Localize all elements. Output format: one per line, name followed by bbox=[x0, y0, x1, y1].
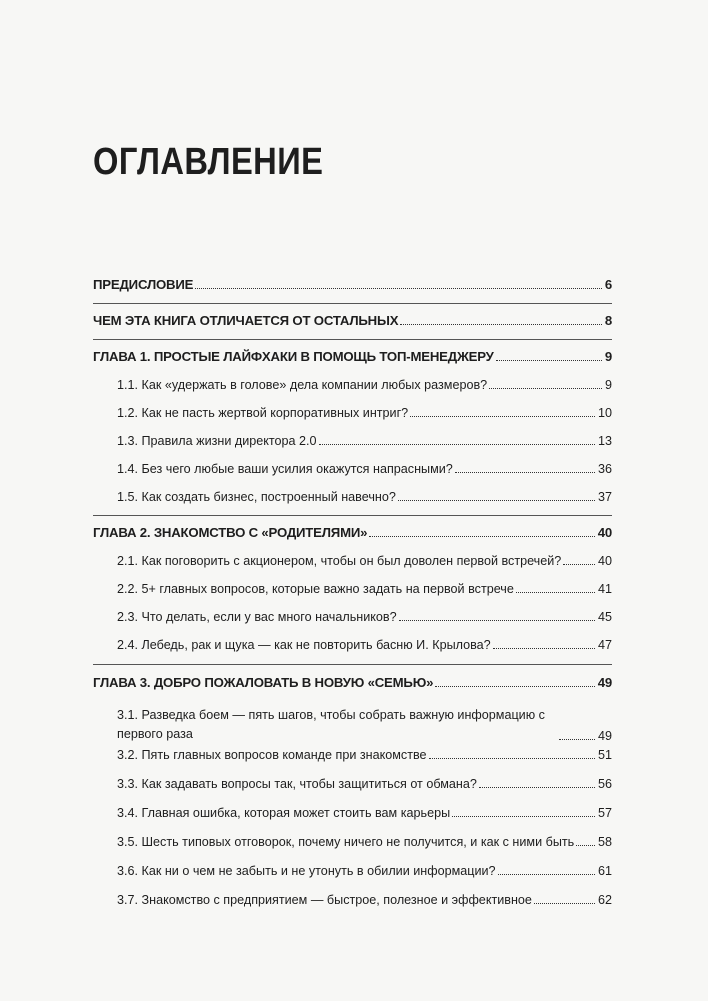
toc-entry-label: 2.1. Как поговорить с акционером, чтобы он был доволен первой встречей? bbox=[117, 554, 562, 568]
toc-entry-page: 49 bbox=[597, 675, 612, 690]
dot-leader bbox=[479, 787, 595, 788]
toc-entry-3-2[interactable] bbox=[117, 747, 612, 763]
toc-entry-1-5[interactable] bbox=[117, 489, 612, 505]
toc-entry-preface[interactable] bbox=[93, 277, 612, 293]
toc-entry-label: ГЛАВА 2. ЗНАКОМСТВО С «РОДИТЕЛЯМИ» bbox=[93, 525, 368, 540]
toc-entry-label: 1.4. Без чего любые ваши усилия окажутся напрасными? bbox=[117, 462, 453, 476]
dot-leader bbox=[369, 536, 594, 537]
toc-entry-label: 1.3. Правила жизни директора 2.0 bbox=[117, 434, 317, 448]
toc-entry-label: ГЛАВА 1. ПРОСТЫЕ ЛАЙФХАКИ В ПОМОЩЬ ТОП-МЕНЕДЖЕРУ bbox=[93, 349, 494, 364]
dot-leader bbox=[496, 360, 602, 361]
section-divider bbox=[93, 664, 612, 665]
toc-entry-1-4[interactable] bbox=[117, 461, 612, 477]
toc-entry-label: 2.3. Что делать, если у вас много начальников? bbox=[117, 610, 397, 624]
toc-entry-page: 47 bbox=[597, 638, 612, 652]
toc-entry-page: 62 bbox=[597, 893, 612, 907]
toc-entry-page: 36 bbox=[597, 462, 612, 476]
toc-entry-2-3[interactable] bbox=[117, 609, 612, 625]
dot-leader bbox=[410, 416, 595, 417]
toc-entry-2-1[interactable] bbox=[117, 553, 612, 569]
toc-entry-1-3[interactable] bbox=[117, 433, 612, 449]
toc-entry-label: 3.7. Знакомство с предприятием — быстрое, полезное и эффективное bbox=[117, 893, 532, 907]
toc-entry-page: 6 bbox=[604, 277, 612, 292]
dot-leader bbox=[498, 874, 595, 875]
toc-entry-label: ГЛАВА 3. ДОБРО ПОЖАЛОВАТЬ В НОВУЮ «СЕМЬЮ» bbox=[93, 675, 434, 690]
toc-entry-label: 3.6. Как ни о чем не забыть и не утонуть в обилии информации? bbox=[117, 864, 496, 878]
toc-entry-3-6[interactable] bbox=[117, 863, 612, 879]
section-divider bbox=[93, 303, 612, 304]
toc-entry-page: 61 bbox=[597, 864, 612, 878]
toc-entry-label: 3.5. Шесть типовых отговорок, почему ничего не получится, и как с ними быть bbox=[117, 835, 575, 849]
toc-entry-page: 9 bbox=[604, 349, 612, 364]
dot-leader bbox=[452, 816, 595, 817]
dot-leader bbox=[493, 648, 595, 649]
dot-leader bbox=[516, 592, 595, 593]
toc-entry-page: 9 bbox=[604, 378, 612, 392]
toc-entry-label: 1.5. Как создать бизнес, построенный навечно? bbox=[117, 490, 396, 504]
toc-entry-label: 2.2. 5+ главных вопросов, которые важно задать на первой встрече bbox=[117, 582, 514, 596]
dot-leader bbox=[455, 472, 595, 473]
toc-entry-label: 3.1. Разведка боем — пять шагов, чтобы собрать важную информацию с первого раза bbox=[117, 708, 545, 741]
dot-leader bbox=[398, 500, 595, 501]
dot-leader bbox=[563, 564, 595, 565]
toc-entry-page: 57 bbox=[597, 806, 612, 820]
toc-entry-page: 49 bbox=[597, 729, 612, 743]
dot-leader bbox=[435, 686, 594, 687]
toc-entry-label: ЧЕМ ЭТА КНИГА ОТЛИЧАЕТСЯ ОТ ОСТАЛЬНЫХ bbox=[93, 313, 399, 328]
toc-entry-label: ПРЕДИСЛОВИЕ bbox=[93, 277, 194, 292]
toc-entry-label: 3.3. Как задавать вопросы так, чтобы защититься от обмана? bbox=[117, 777, 477, 791]
toc-entry-page: 58 bbox=[597, 835, 612, 849]
toc-entry-label: 1.2. Как не пасть жертвой корпоративных интриг? bbox=[117, 406, 409, 420]
toc-entry-label: 1.1. Как «удержать в голове» дела компании любых размеров? bbox=[117, 378, 488, 392]
toc-entry-label: 2.4. Лебедь, рак и щука — как не повторить басню И. Крылова? bbox=[117, 638, 491, 652]
dot-leader bbox=[559, 739, 595, 740]
toc-entry-1-2[interactable] bbox=[117, 405, 612, 421]
dot-leader bbox=[319, 444, 595, 445]
page-title: ОГЛАВЛЕНИЕ bbox=[93, 141, 324, 183]
dot-leader bbox=[576, 845, 595, 846]
toc-entry-3-7[interactable] bbox=[117, 892, 612, 908]
toc-entry-label: 3.4. Главная ошибка, которая может стоить вам карьеры bbox=[117, 806, 451, 820]
toc-entry-1-1[interactable] bbox=[117, 377, 612, 393]
dot-leader bbox=[399, 620, 595, 621]
toc-entry-3-5[interactable] bbox=[117, 834, 612, 850]
toc-entry-3-4[interactable] bbox=[117, 805, 612, 821]
dot-leader bbox=[534, 903, 595, 904]
toc-entry-chapter-2[interactable] bbox=[93, 525, 612, 541]
toc-entry-page: 40 bbox=[597, 554, 612, 568]
toc-entry-page: 13 bbox=[597, 434, 612, 448]
toc-entry-page: 41 bbox=[597, 582, 612, 596]
toc-entry-chapter-1[interactable] bbox=[93, 349, 612, 365]
toc-entry-page: 51 bbox=[597, 748, 612, 762]
dot-leader bbox=[489, 388, 602, 389]
toc-entry-page: 40 bbox=[597, 525, 612, 540]
toc-entry-page: 45 bbox=[597, 610, 612, 624]
toc-entry-3-1[interactable] bbox=[117, 706, 612, 744]
toc-entry-intro[interactable] bbox=[93, 313, 612, 329]
section-divider bbox=[93, 515, 612, 516]
dot-leader bbox=[400, 324, 602, 325]
section-divider bbox=[93, 339, 612, 340]
toc-entry-page: 37 bbox=[597, 490, 612, 504]
toc-entry-page: 56 bbox=[597, 777, 612, 791]
toc-entry-page: 8 bbox=[604, 313, 612, 328]
dot-leader bbox=[195, 288, 602, 289]
toc-entry-chapter-3[interactable] bbox=[93, 675, 612, 691]
toc-entry-2-4[interactable] bbox=[117, 637, 612, 653]
toc-entry-page: 10 bbox=[597, 406, 612, 420]
dot-leader bbox=[429, 758, 595, 759]
toc-entry-2-2[interactable] bbox=[117, 581, 612, 597]
toc-entry-label: 3.2. Пять главных вопросов команде при знакомстве bbox=[117, 748, 427, 762]
toc-entry-3-3[interactable] bbox=[117, 776, 612, 792]
